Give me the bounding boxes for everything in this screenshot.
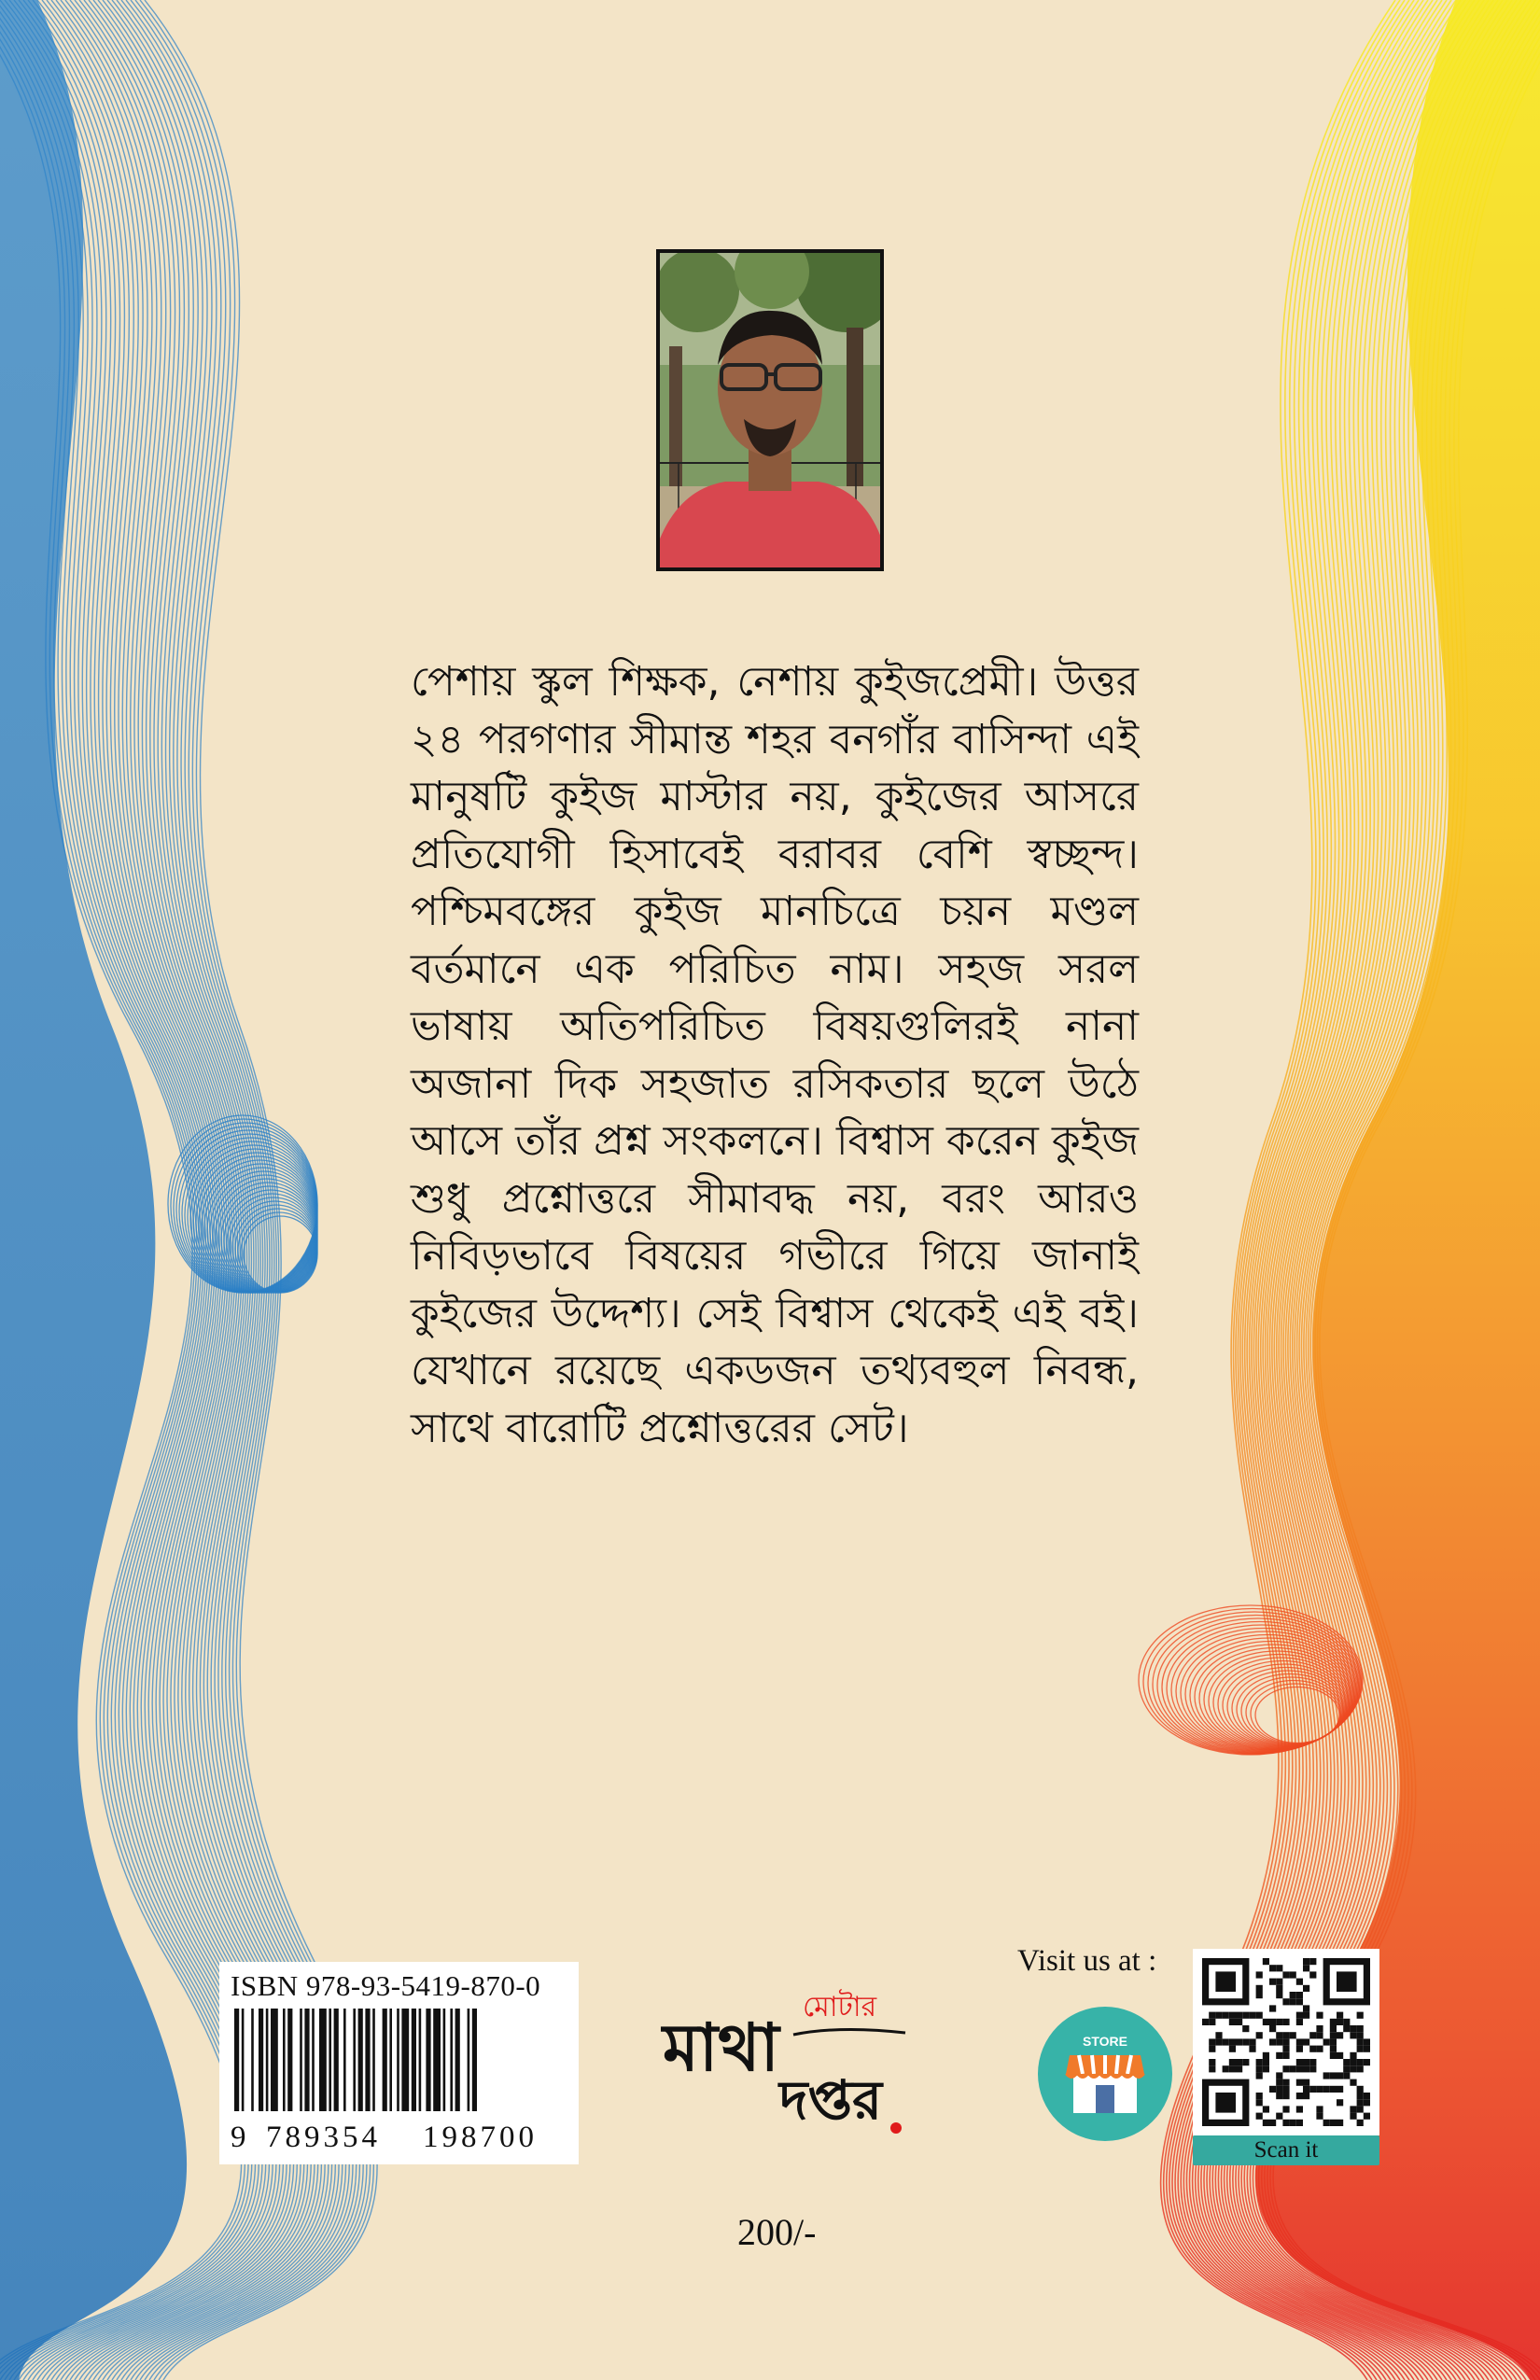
isbn-barcode-panel — [219, 1962, 579, 2164]
qr-code-icon[interactable] — [1193, 1949, 1379, 2135]
blurb-line: ভাষায় অতিপরিচিত বিষয়গুলিরই নানা — [411, 1002, 1139, 1050]
author-photo — [656, 249, 884, 571]
blurb-line: আসে তাঁর প্রশ্ন সংকলনে। বিশ্বাস করেন কুইজ — [411, 1117, 1139, 1165]
logo-top-text: মোটার — [803, 1991, 877, 2023]
blurb-line: বর্তমানে এক পরিচিত নাম। সহজ সরল — [411, 945, 1139, 993]
qr-code-panel[interactable] — [1193, 1949, 1379, 2171]
logo-bottom-text: দপ্তর — [779, 2068, 883, 2132]
blurb-line: অজানা দিক সহজাত রসিকতার ছলে উঠে — [411, 1059, 1139, 1108]
logo-main-text: মাথা — [663, 2009, 779, 2086]
logo-dot-icon — [890, 2122, 902, 2134]
blurb-line: শুধু প্রশ্নোত্তরে সীমাবদ্ধ নয়, বরং আরও — [411, 1174, 1139, 1223]
author-blurb — [411, 653, 1139, 1457]
barcode-icon — [231, 2009, 567, 2121]
isbn-label: ISBN 978-93-5419-870-0 — [231, 1969, 541, 2002]
store-icon-label: STORE — [1083, 2034, 1127, 2049]
store-icon[interactable] — [1036, 2005, 1174, 2143]
blurb-line: নিবিড়ভাবে বিষয়ের গভীরে গিয়ে জানাই — [411, 1232, 1139, 1280]
blurb-line: প্রতিযোগী হিসাবেই বরাবর বেশি স্বচ্ছন্দ। — [411, 830, 1139, 878]
blurb-line: পেশায় স্কুল শিক্ষক, নেশায় কুইজপ্রেমী। উত্তর — [411, 658, 1139, 706]
barcode-left-group: 789354 — [266, 2121, 381, 2154]
price: 200/- — [737, 2211, 817, 2253]
blurb-line: মানুষটি কুইজ মাস্টার নয়, কুইজের আসরে — [411, 773, 1139, 820]
scan-it-label: Scan it — [1253, 2137, 1319, 2163]
publisher-logo — [653, 1979, 933, 2147]
blurb-line: যেখানে রয়েছে একডজন তথ্যবহুল নিবন্ধ, — [411, 1347, 1139, 1394]
visit-us-label: Visit us at : — [1017, 1944, 1157, 1978]
barcode-first-digit: 9 — [231, 2121, 246, 2154]
blurb-line: ২৪ পরগণার সীমান্ত শহর বনগাঁর বাসিন্দা এই — [411, 715, 1139, 763]
blurb-line: কুইজের উদ্দেশ্য। সেই বিশ্বাস থেকেই এই বই। — [411, 1289, 1139, 1337]
blurb-line: পশ্চিমবঙ্গের কুইজ মানচিত্রে চয়ন মণ্ডল — [411, 888, 1139, 935]
barcode-right-group: 198700 — [423, 2121, 538, 2154]
blurb-line: সাথে বারোটি প্রশ্নোত্তরের সেট। — [411, 1404, 909, 1452]
barcode-digits — [219, 2121, 579, 2162]
author-portrait-icon — [660, 253, 880, 567]
